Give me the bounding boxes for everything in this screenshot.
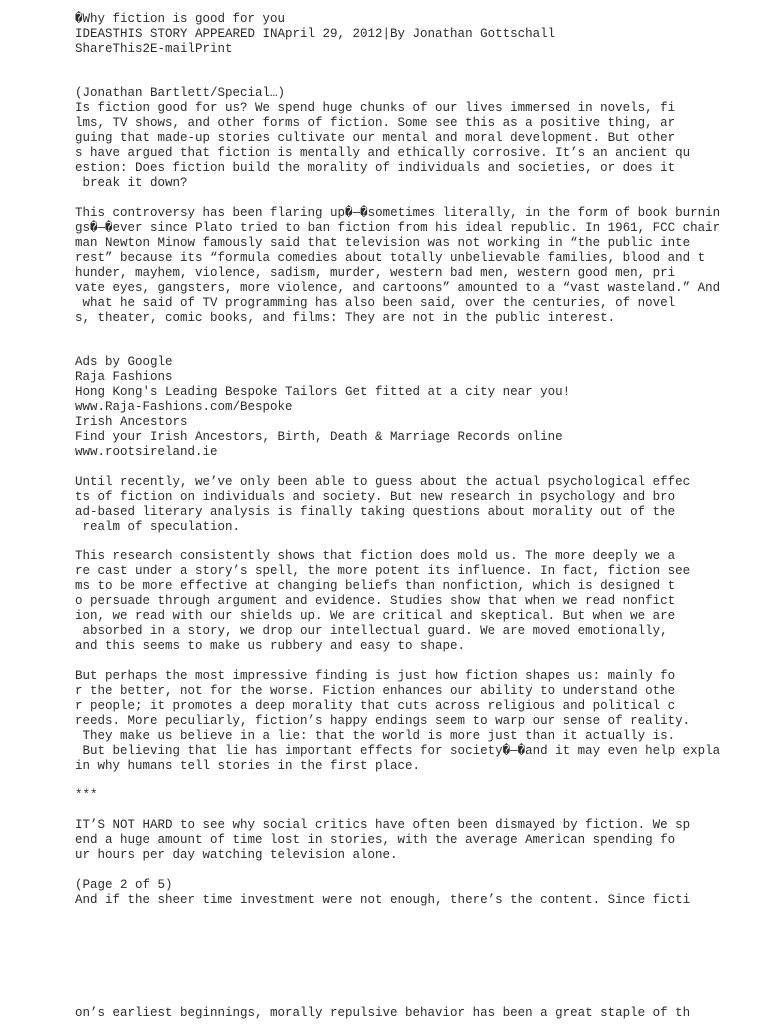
p5-line: r the better, not for the worse. Fiction enhances our ability to understand othe [75,684,676,698]
p3-line: Until recently, we’ve only been able to guess about the actual psychological effec [75,475,691,489]
p2-line: gs�—�ever since Plato tried to ban fiction from his ideal republic. In 1961, FCC chair [75,221,721,235]
p5-line: r people; it promotes a deep morality that cuts across religious and political c [75,699,676,713]
footer-line: on’s earliest beginnings, morally repulsive behavior has been a great staple of th [75,1006,691,1020]
p1-line: guing that made-up stories cultivate our mental and moral development. But other [75,131,676,145]
p1-line: estion: Does fiction build the morality of individuals and societies, or does it [75,161,676,175]
share-actions[interactable]: ShareThis2E-mailPrint [75,42,233,56]
p2-line: vate eyes, gangsters, more violence, and cartoons” amounted to a “vast wasteland.” And [75,281,721,295]
ad-title-link[interactable]: Irish Ancestors [75,415,188,429]
ad-url-link[interactable]: www.rootsireland.ie [75,445,218,459]
p1-line: s have argued that fiction is mentally and ethically corrosive. It’s an ancient qu [75,146,691,160]
ad-text: Find your Irish Ancestors, Birth, Death & Marriage Records online [75,430,563,444]
p4-line: re cast under a story’s spell, the more potent its influence. In fact, fiction see [75,564,691,578]
p2-line: rest” because its “formula comedies about totally unbelievable families, blood and t [75,251,706,265]
page-marker: (Page 2 of 5) [75,878,173,892]
article-title: �Why fiction is good for you [75,12,286,26]
p6-line: end a huge amount of time lost in stories, with the average American spending fo [75,833,676,847]
p5-line: But believing that lie has important effects for society�—�and it may even help expla [75,744,721,758]
p5-line: reeds. More peculiarly, fiction’s happy endings seem to warp our sense of reality. [75,714,691,728]
p4-line: and this seems to make us rubbery and easy to shape. [75,639,466,653]
p4-line: This research consistently shows that fiction does mold us. The more deeply we a [75,549,676,563]
byline: IDEASTHIS STORY APPEARED INApril 29, 2012|By Jonathan Gottschall [75,27,556,41]
ads-label: Ads by Google [75,355,173,369]
p1-line: break it down? [75,176,188,190]
p4-line: ion, we read with our shields up. We are critical and skeptical. But when we are [75,609,676,623]
p2-line: what he said of TV programming has also been said, over the centuries, of novel [75,296,676,310]
p3-line: ts of fiction on individuals and society. But new research in psychology and bro [75,490,676,504]
ad-text: Hong Kong's Leading Bespoke Tailors Get fitted at a city near you! [75,385,571,399]
p2-line: This controversy has been flaring up�—�sometimes literally, in the form of book burnin [75,206,721,220]
section-separator: *** [75,788,98,802]
p3-line: ad-based literary analysis is finally taking questions about morality out of the [75,505,676,519]
p5-line: They make us believe in a lie: that the world is more just than it actually is. [75,729,676,743]
ad-url-link[interactable]: www.Raja-Fashions.com/Bespoke [75,400,293,414]
p6-line: ur hours per day watching television alone. [75,848,398,862]
p1-line: Is fiction good for us? We spend huge chunks of our lives immersed in novels, fi [75,101,676,115]
p3-line: realm of speculation. [75,520,241,534]
p2-line: hunder, mayhem, violence, sadism, murder, western bad men, western good men, pri [75,266,676,280]
ad-title-link[interactable]: Raja Fashions [75,370,173,384]
p4-line: absorbed in a story, we drop our intellectual guard. We are moved emotionally, [75,624,668,638]
p4-line: ms to be more effective at changing beliefs than nonfiction, which is designed t [75,579,676,593]
p4-line: o persuade through argument and evidence. Studies show that when we read nonfict [75,594,676,608]
p7-line: And if the sheer time investment were not enough, there’s the content. Since ficti [75,893,691,907]
p5-line: in why humans tell stories in the first place. [75,759,421,773]
image-caption: (Jonathan Bartlett/Special…) [75,86,286,100]
p2-line: s, theater, comic books, and films: They are not in the public interest. [75,311,616,325]
p5-line: But perhaps the most impressive finding is just how fiction shapes us: mainly fo [75,669,676,683]
p6-line: IT’S NOT HARD to see why social critics have often been dismayed by fiction. We sp [75,818,691,832]
p2-line: man Newton Minow famously said that television was not working in “the public inte [75,236,691,250]
p1-line: lms, TV shows, and other forms of fiction. Some see this as a positive thing, ar [75,116,676,130]
